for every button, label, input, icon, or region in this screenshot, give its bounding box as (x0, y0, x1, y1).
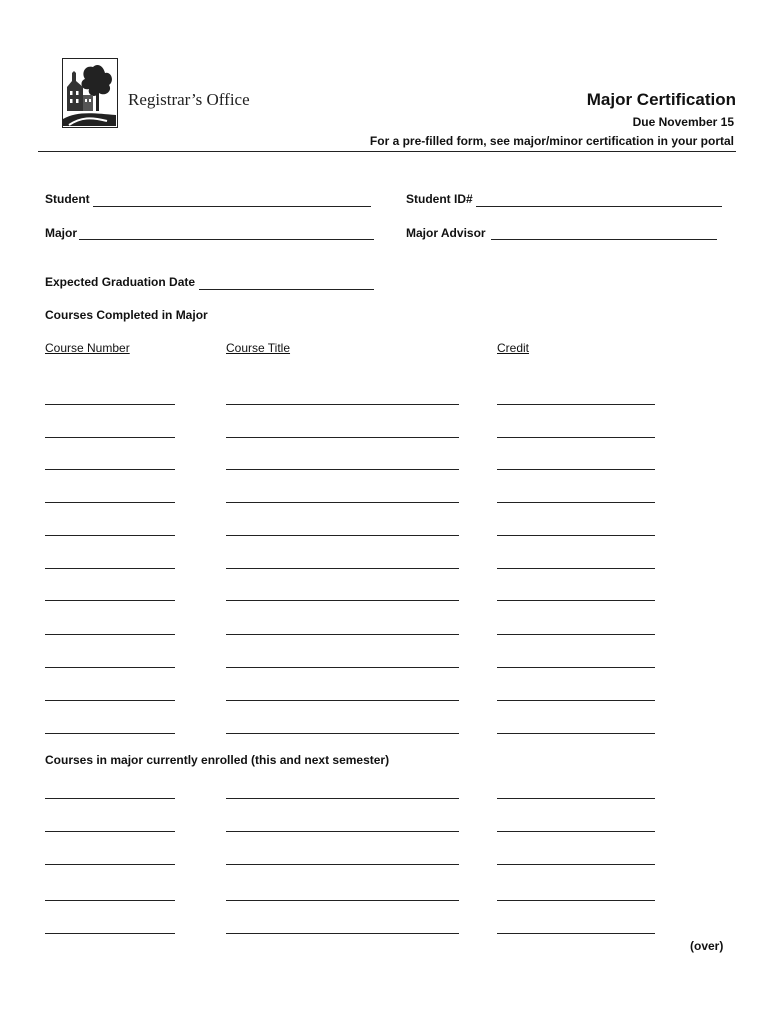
column-credit: Credit (497, 341, 530, 355)
course-number-blank[interactable] (45, 600, 175, 601)
column-course-number: Course Number (45, 341, 130, 355)
credit-blank[interactable] (497, 502, 655, 503)
course-number-blank[interactable] (45, 469, 175, 470)
credit-blank[interactable] (497, 933, 655, 934)
course-title-blank[interactable] (226, 535, 459, 536)
course-title-blank[interactable] (226, 667, 459, 668)
course-number-blank[interactable] (45, 502, 175, 503)
due-date: Due November 15 (632, 115, 734, 129)
credit-blank[interactable] (497, 733, 655, 734)
column-course-title: Course Title (226, 341, 291, 355)
registrar-logo (62, 58, 118, 128)
major-field[interactable] (79, 239, 374, 240)
credit-blank[interactable] (497, 568, 655, 569)
course-title-blank[interactable] (226, 469, 459, 470)
course-title-blank[interactable] (226, 568, 459, 569)
student-label: Student (45, 192, 90, 206)
course-number-blank[interactable] (45, 933, 175, 934)
course-number-blank[interactable] (45, 404, 175, 405)
credit-blank[interactable] (497, 634, 655, 635)
course-number-blank[interactable] (45, 831, 175, 832)
credit-blank[interactable] (497, 798, 655, 799)
courses-enrolled-heading: Courses in major currently enrolled (this and next semester) (45, 753, 390, 767)
credit-blank[interactable] (497, 700, 655, 701)
course-title-blank[interactable] (226, 831, 459, 832)
course-title-blank[interactable] (226, 733, 459, 734)
course-title-blank[interactable] (226, 864, 459, 865)
credit-blank[interactable] (497, 535, 655, 536)
student-field[interactable] (93, 206, 371, 207)
graduation-date-field[interactable] (199, 289, 374, 290)
course-number-blank[interactable] (45, 700, 175, 701)
courses-completed-heading: Courses Completed in Major (45, 308, 208, 322)
course-title-blank[interactable] (226, 634, 459, 635)
course-number-blank[interactable] (45, 437, 175, 438)
course-number-blank[interactable] (45, 864, 175, 865)
course-number-blank[interactable] (45, 733, 175, 734)
student-id-label: Student ID# (406, 192, 473, 206)
course-title-blank[interactable] (226, 798, 459, 799)
course-number-blank[interactable] (45, 798, 175, 799)
course-title-blank[interactable] (226, 600, 459, 601)
course-number-blank[interactable] (45, 900, 175, 901)
credit-blank[interactable] (497, 469, 655, 470)
course-title-blank[interactable] (226, 437, 459, 438)
office-name: Registrar’s Office (128, 90, 250, 109)
student-id-field[interactable] (476, 206, 722, 207)
course-title-blank[interactable] (226, 700, 459, 701)
course-title-blank[interactable] (226, 933, 459, 934)
over-note: (over) (690, 939, 724, 953)
credit-blank[interactable] (497, 900, 655, 901)
course-title-blank[interactable] (226, 900, 459, 901)
campus-building-tree-icon (63, 59, 116, 126)
credit-blank[interactable] (497, 404, 655, 405)
major-advisor-label: Major Advisor (406, 226, 486, 240)
course-title-blank[interactable] (226, 404, 459, 405)
course-number-blank[interactable] (45, 568, 175, 569)
form-title: Major Certification (586, 90, 736, 109)
course-title-blank[interactable] (226, 502, 459, 503)
credit-blank[interactable] (497, 831, 655, 832)
graduation-date-label: Expected Graduation Date (45, 275, 196, 289)
credit-blank[interactable] (497, 600, 655, 601)
credit-blank[interactable] (497, 864, 655, 865)
credit-blank[interactable] (497, 437, 655, 438)
major-label: Major (45, 226, 78, 240)
header-divider (38, 151, 736, 152)
course-number-blank[interactable] (45, 535, 175, 536)
course-number-blank[interactable] (45, 667, 175, 668)
course-number-blank[interactable] (45, 634, 175, 635)
major-advisor-field[interactable] (491, 239, 717, 240)
credit-blank[interactable] (497, 667, 655, 668)
prefill-note: For a pre-filled form, see major/minor certification in your portal (369, 134, 734, 148)
